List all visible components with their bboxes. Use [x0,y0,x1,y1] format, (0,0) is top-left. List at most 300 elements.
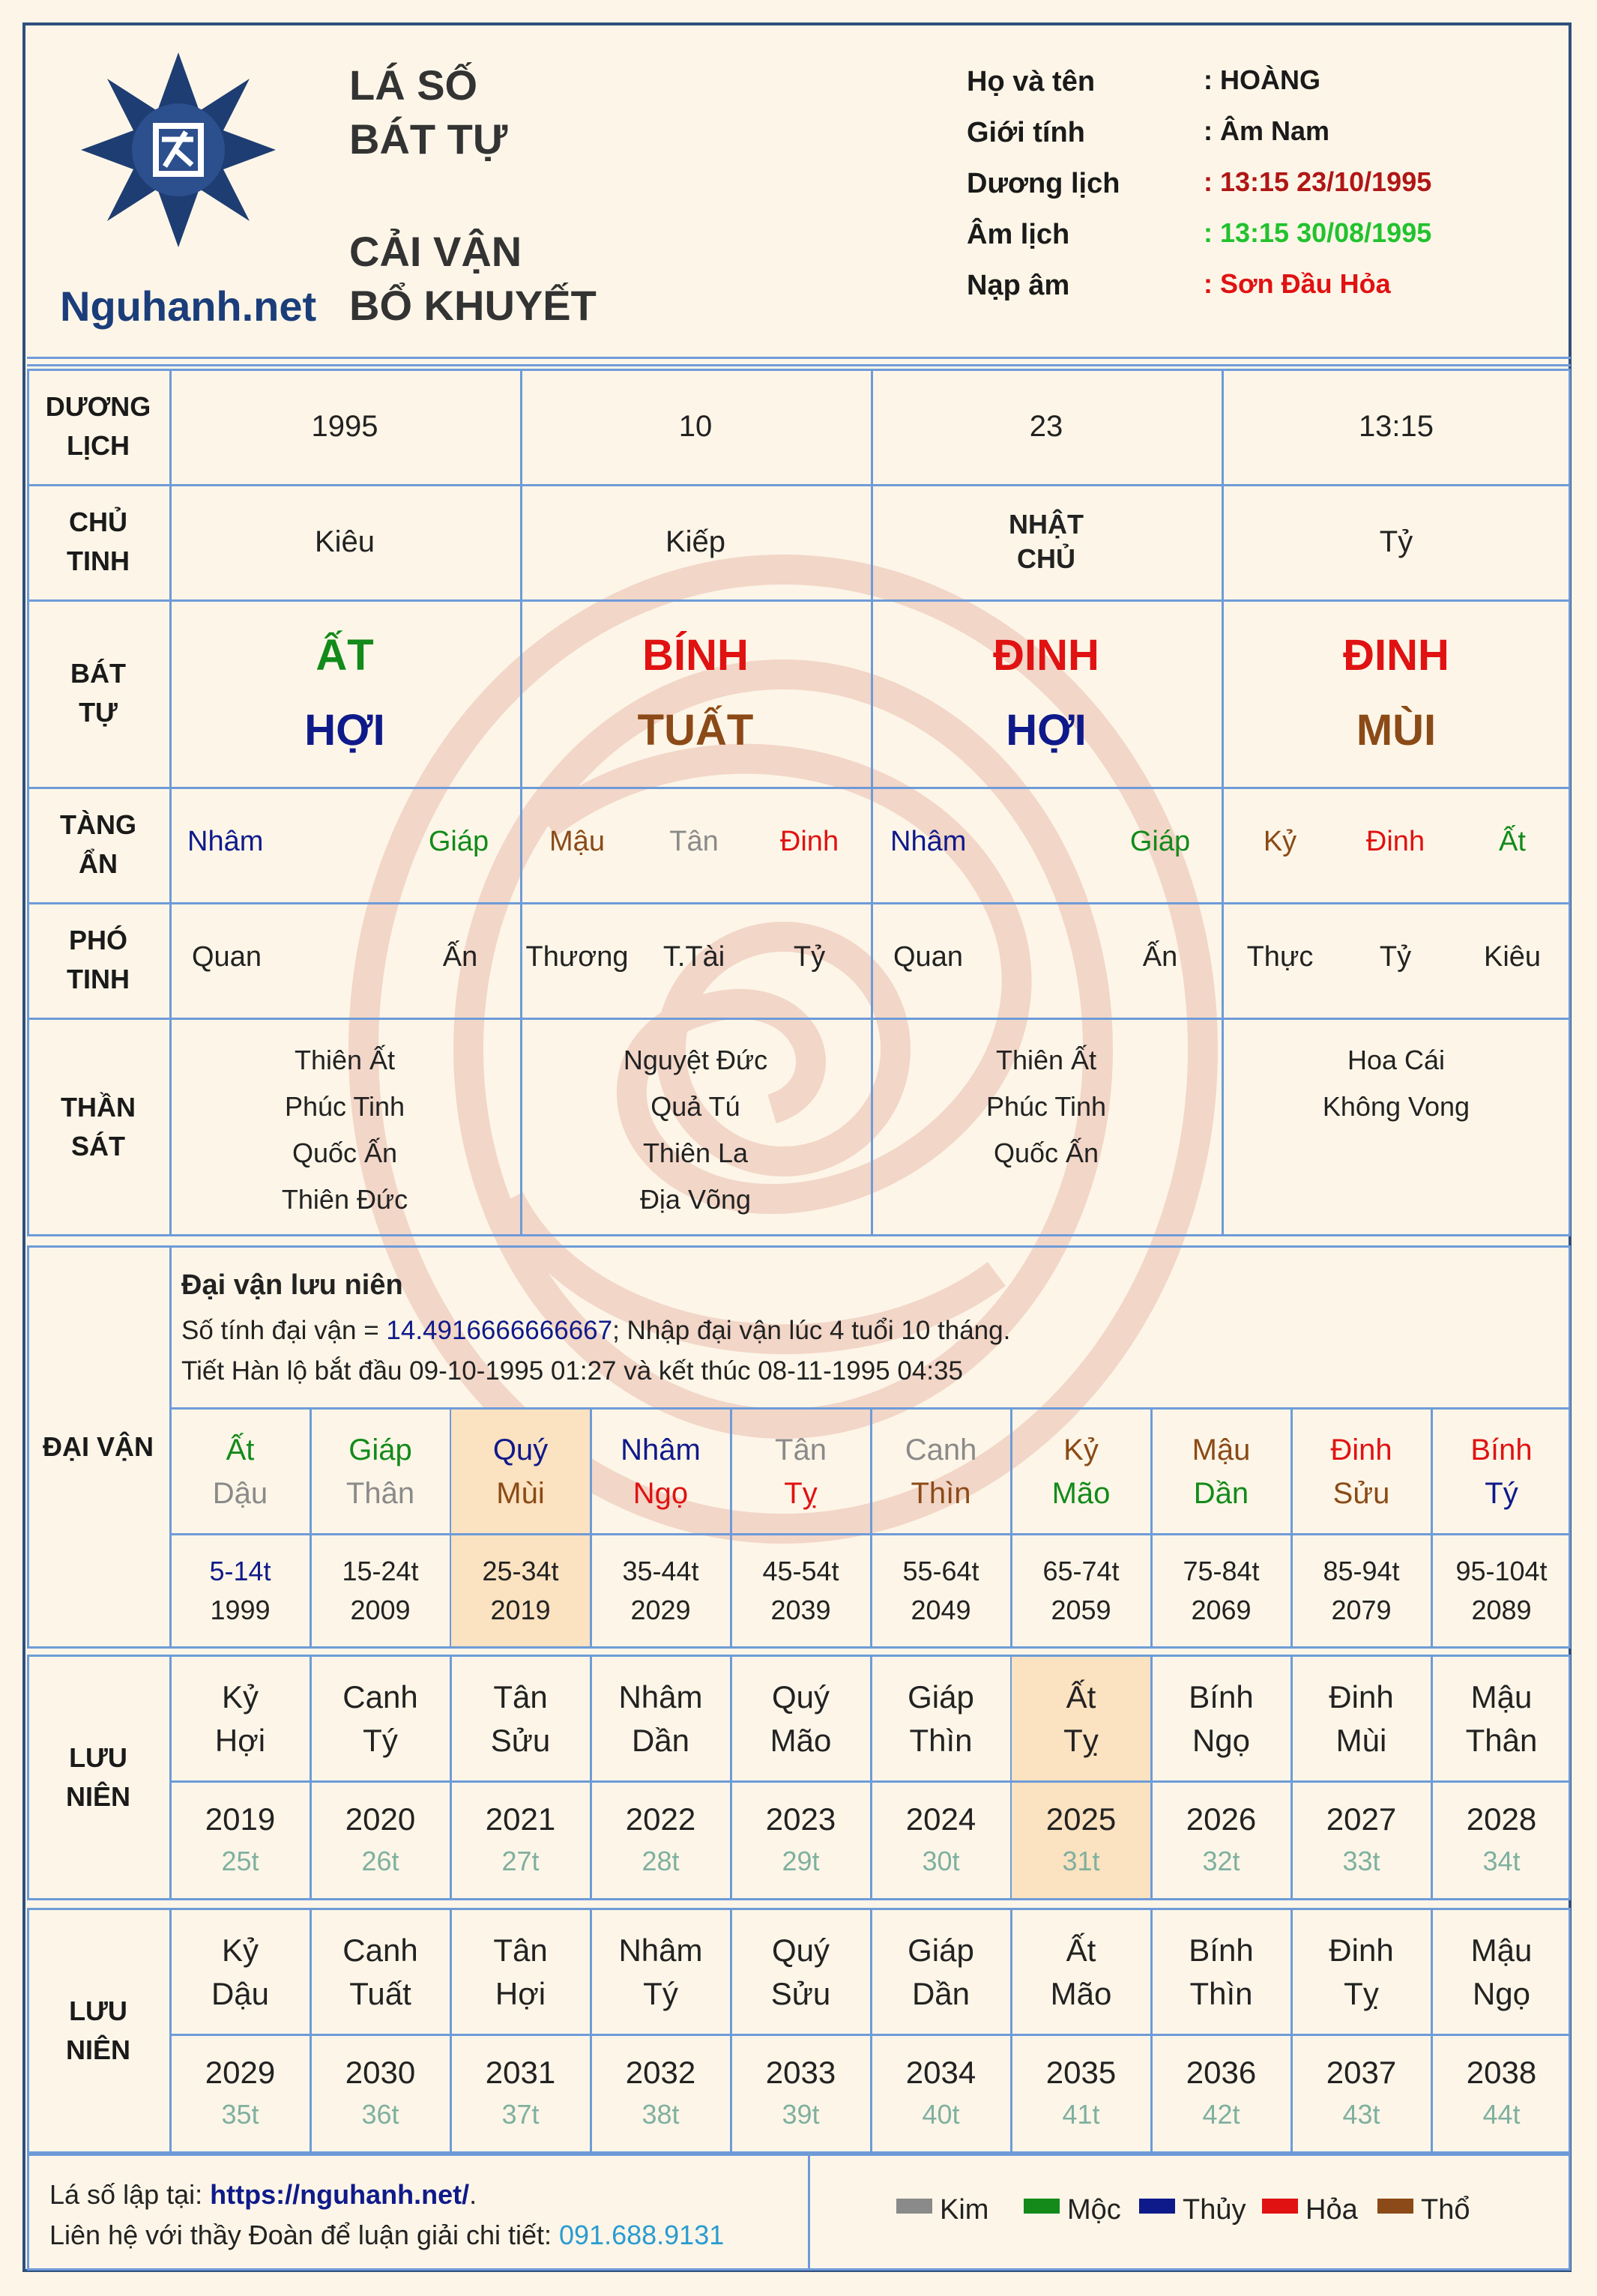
legend-swatch [1262,2199,1298,2214]
footer-text-end: . [469,2179,477,2210]
dai-van-branch: Mão [1051,1476,1111,1510]
year-cell [872,2036,1010,2151]
footer-divider [808,2154,810,2271]
spirit-star: Thiên Ất [995,1045,1097,1075]
info-label: Âm lịch [967,219,1070,250]
row-label [27,787,169,902]
year-pillar [311,1910,450,2034]
year-number: 2027 [1326,1801,1397,1837]
year-age: 32t [1202,1846,1240,1876]
year-stem: Đinh [1329,1679,1394,1715]
year-branch: Tý [643,1975,678,2011]
dai-van-pillar [171,1410,310,1533]
year-stem: Ất [1066,1679,1096,1715]
dai-van-stem: Tân [775,1433,827,1466]
dai-van-year: 2069 [1191,1595,1252,1625]
solar-value: 1995 [311,409,378,443]
year-branch: Mão [770,1722,832,1758]
legend-label: Kim [940,2194,989,2226]
year-stem: Mậu [1470,1932,1533,1968]
year-number: 2030 [345,2055,416,2090]
row-label-line: THẦN [61,1092,136,1123]
year-branch: Mão [1050,1975,1112,2011]
year-age: 42t [1202,2099,1240,2130]
year-branch: Ngọ [1192,1722,1251,1758]
year-age: 35t [221,2099,259,2130]
legend-label: Thổ [1421,2194,1470,2226]
dai-van-branch: Sửu [1332,1476,1390,1510]
year-cell [1432,1783,1571,1898]
year-branch: Thân [1465,1722,1538,1758]
year-age: 36t [361,2099,399,2130]
dai-van-age: 55-64t [902,1556,979,1586]
year-age: 26t [361,1846,399,1876]
spirit-star: Thiên Ất [294,1045,396,1075]
info-label: Nạp âm [967,270,1070,301]
year-stem: Giáp [908,1679,974,1715]
year-stem: Bính [1189,1932,1254,1968]
dai-van-branch: Ngọ [633,1476,689,1510]
year-cell [1292,2036,1431,2151]
dai-van-branch: Tý [1485,1476,1518,1510]
year-number: 2036 [1186,2055,1257,2090]
dai-van-branch: Mùi [496,1476,545,1510]
dai-van-period [1432,1535,1571,1646]
hidden-stem: Giáp [428,826,489,857]
dai-van-label: ĐẠI VẬN [42,1431,154,1462]
spirit-star: Quốc Ấn [292,1138,398,1168]
info-value: : Sơn Đầu Hỏa [1204,268,1391,299]
year-cell [591,1783,730,1898]
dai-van-pillar [731,1410,870,1533]
dai-van-year: 2029 [630,1595,691,1625]
year-age: 28t [641,1846,680,1876]
row-divider [27,1018,1571,1020]
year-branch: Tỵ [1344,1975,1379,2011]
year-cell [591,2036,730,2151]
year-branch: Dần [631,1722,690,1758]
year-stem: Đinh [1329,1932,1394,1968]
solar-value: 13:15 [1358,409,1434,443]
year-stem: Bính [1189,1679,1254,1715]
year-branch: Thìn [909,1722,973,1758]
year-number: 2033 [765,2055,836,2090]
title-line-4: BỔ KHUYẾT [349,282,597,329]
solar-value: 10 [678,409,713,443]
year-age: 43t [1342,2099,1380,2130]
year-branch: Tý [363,1722,398,1758]
year-number: 2034 [905,2055,976,2090]
dai-van-period [171,1535,310,1646]
hidden-stem: Ất [1499,826,1526,857]
header-divider-2 [27,364,1571,366]
year-pillar [731,1657,870,1780]
year-stem: Canh [342,1932,418,1968]
dai-van-stem: Nhâm [621,1433,701,1466]
year-number: 2019 [205,1801,276,1837]
year-stem: Ất [1066,1932,1096,1968]
heavenly-stem: ĐINH [993,631,1099,680]
sub-star: Kiêu [1483,941,1542,973]
footer-line-2 [49,2220,724,2251]
year-number: 2031 [485,2055,556,2090]
year-age: 44t [1482,2099,1521,2130]
luu-nien-label-line: NIÊN [65,1781,130,1812]
dai-van-pillar [1292,1410,1431,1533]
dai-van-period [731,1535,870,1646]
dai-van-number: 14.4916666666667 [386,1316,613,1345]
sub-star: Ấn [442,941,478,973]
dai-van-period [1012,1535,1150,1646]
year-cell [1012,1783,1150,1898]
legend-swatch [896,2199,932,2214]
year-pillar [1152,1910,1290,2034]
info-label: Dương lịch [967,168,1120,199]
footer-line-1 [49,2179,477,2211]
year-pillar [872,1910,1010,2034]
contact-text: Liên hệ với thầy Đoàn để luận giải chi tiết: [49,2220,560,2250]
year-branch: Hợi [495,1975,546,2011]
year-age: 41t [1062,2099,1100,2130]
year-pillar [591,1657,730,1780]
dai-van-age: 5-14t [209,1556,271,1586]
year-stem: Canh [342,1679,418,1715]
earthly-branch: HỢI [304,706,385,755]
header-divider [27,357,1571,359]
year-pillar [451,1910,590,2034]
sub-star: Tỷ [793,941,826,973]
spirit-star: Không Vong [1322,1091,1470,1122]
earthly-branch: MÙI [1356,706,1437,755]
year-branch: Mùi [1335,1722,1387,1758]
hidden-stem: Nhâm [187,826,264,857]
dai-van-year: 2049 [911,1595,971,1625]
pillar [871,599,1222,787]
year-number: 2022 [625,1801,696,1837]
year-cell [872,1783,1010,1898]
phone-link[interactable]: 091.688.9131 [559,2220,725,2250]
sub-star: Thực [1246,941,1314,973]
pillar [520,599,871,787]
year-cell [1152,2036,1290,2151]
dai-van-line-1 [181,1316,1010,1346]
nhat-chu-line: CHỦ [1017,543,1075,574]
dai-van-pillar [451,1410,590,1533]
nhat-chu-line: NHẬT [1009,509,1084,540]
heavenly-stem: ĐINH [1343,631,1449,680]
dai-van-branch: Thìn [911,1476,971,1510]
dai-van-age: 35-44t [622,1556,699,1586]
year-stem: Nhâm [618,1932,703,1968]
spirit-star: Phúc Tinh [284,1091,405,1122]
legend-label: Thủy [1183,2194,1246,2226]
year-age: 39t [782,2099,820,2130]
year-stem: Tân [493,1679,548,1715]
heavenly-stem: BÍNH [642,631,749,680]
sub-star: Thương [525,941,629,973]
earthly-branch: TUẤT [637,706,754,755]
sub-star: Quan [192,941,262,973]
year-pillar [591,1910,730,2034]
pillar [169,599,520,787]
dai-van-branch: Tỵ [784,1476,818,1510]
year-cell [731,2036,870,2151]
year-stem: Tân [493,1932,548,1968]
year-age: 27t [501,1846,540,1876]
info-value: : 13:15 23/10/1995 [1204,166,1432,197]
row-label-line: ẨN [79,848,118,879]
row-label-line: BÁT [70,658,126,689]
year-branch: Tuất [349,1975,411,2011]
dai-van-period [311,1535,450,1646]
year-age: 33t [1342,1846,1380,1876]
luu-nien-label [27,1655,169,1900]
dai-van-branch: Dần [1193,1476,1249,1510]
year-branch: Dần [911,1975,970,2011]
dai-van-age: 45-54t [762,1556,839,1586]
nhat-chu [871,484,1222,599]
year-cell [1012,2036,1150,2151]
legend-label: Mộc [1067,2194,1121,2226]
main-star: Tỷ [1379,525,1413,558]
dai-van-pillar [1012,1410,1150,1533]
info-value: : Âm Nam [1204,115,1330,146]
dai-van-stem: Bính [1470,1433,1533,1466]
dai-van-stem: Mậu [1192,1433,1251,1466]
year-pillar [1292,1657,1431,1780]
year-cell [451,2036,590,2151]
dai-van-age: 25-34t [482,1556,559,1586]
main-star: Kiếp [665,525,726,558]
sub-star: Quan [893,941,963,973]
dai-van-stem: Giáp [348,1433,412,1466]
year-stem: Giáp [908,1932,974,1968]
year-age: 30t [922,1846,960,1876]
hidden-stem: Nhâm [890,826,967,857]
pillar [1222,599,1571,787]
year-pillar [1292,1910,1431,2034]
title-line-1: LÁ SỐ [349,61,478,109]
year-stem: Mậu [1470,1679,1533,1715]
year-age: 25t [221,1846,259,1876]
year-age: 31t [1062,1846,1100,1876]
heavenly-stem: ẤT [316,631,374,680]
spirit-star: Quốc Ấn [993,1138,1099,1168]
dai-van-branch: Thân [345,1476,415,1510]
year-cell [311,2036,450,2151]
spirit-star: Nguyệt Đức [623,1045,768,1075]
year-number: 2032 [625,2055,696,2090]
row-label-line: TINH [67,964,130,994]
year-stem: Quý [771,1679,830,1715]
footer-text: Lá số lập tại: [49,2179,211,2210]
dai-van-age: 95-104t [1455,1556,1548,1586]
row-label [27,1018,169,1236]
year-age: 37t [501,2099,540,2130]
dai-van-pillar [591,1410,730,1533]
year-number: 2029 [205,2055,276,2090]
year-pillar [731,1910,870,2034]
dai-van-age: 75-84t [1183,1556,1260,1586]
luu-nien-label-line: LƯU [69,1996,127,2026]
dai-van-year: 1999 [210,1595,271,1625]
dai-van-heading: Đại vận lưu niên [181,1269,403,1301]
year-cell [1432,2036,1571,2151]
title-line-2: BÁT TỰ [349,115,508,163]
spirit-star: Địa Võng [639,1184,752,1215]
year-pillar [1152,1657,1290,1780]
row-divider [27,787,1571,789]
dai-van-line-2: Tiết Hàn lộ bắt đầu 09-10-1995 01:27 và kết thúc 08-11-1995 04:35 [181,1356,963,1386]
year-branch: Thìn [1189,1975,1253,2011]
legend-label: Hỏa [1305,2194,1358,2226]
info-label: Giới tính [967,117,1085,148]
year-number: 2025 [1045,1801,1117,1837]
dai-van-age: 85-94t [1323,1556,1400,1586]
year-branch: Tỵ [1063,1722,1099,1758]
hidden-stem: Kỷ [1263,826,1297,857]
dai-van-stem: Ất [226,1433,255,1466]
site-name: Nguhanh.net [60,283,317,330]
year-pillar [171,1910,310,2034]
year-pillar [171,1657,310,1780]
year-cell [1152,1783,1290,1898]
dai-van-period [872,1535,1010,1646]
solar-value: 23 [1029,409,1063,443]
row-label-line: PHÓ [68,925,127,955]
year-pillar [1432,1910,1571,2034]
row-label [27,369,169,484]
dai-van-year: 2019 [490,1595,551,1625]
dai-van-period [451,1535,590,1646]
year-pillar [311,1657,450,1780]
logo-star-icon [81,52,276,247]
sub-star: T.Tài [662,941,725,973]
dai-van-stem: Kỷ [1063,1433,1099,1466]
info-value: : HOÀNG [1204,64,1320,95]
year-number: 2020 [345,1801,416,1837]
dai-van-pillar [1432,1410,1571,1533]
luu-nien-label-line: NIÊN [65,2034,130,2065]
main-star: Kiêu [314,525,375,558]
year-age: 34t [1482,1846,1521,1876]
year-number: 2028 [1466,1801,1537,1837]
year-age: 29t [782,1846,820,1876]
hidden-stem: Đinh [779,826,839,857]
row-label-line: DƯƠNG [45,391,151,422]
info-label: Họ và tên [967,66,1096,97]
earthly-branch: HỢI [1006,706,1087,755]
row-label [27,484,169,599]
year-cell [451,1783,590,1898]
dai-van-year: 2059 [1051,1595,1111,1625]
legend-swatch [1024,2199,1060,2214]
dai-van-age: 15-24t [342,1556,419,1586]
year-stem: Nhâm [618,1679,703,1715]
spirit-star: Thiên La [642,1138,749,1168]
row-label-line: CHỦ [69,507,127,537]
year-cell [311,1783,450,1898]
row-label-line: TÀNG [60,809,136,840]
year-age: 38t [641,2099,680,2130]
spirit-star: Thiên Đức [281,1184,408,1215]
row-label-line: TINH [67,546,130,576]
row-label-line: SÁT [71,1131,125,1161]
legend-swatch [1139,2199,1175,2214]
dai-van-period [1292,1535,1431,1646]
year-number: 2037 [1326,2055,1397,2090]
dai-van-text: Số tính đại vận = [181,1316,387,1345]
dai-van-period [1152,1535,1290,1646]
year-number: 2021 [485,1801,556,1837]
year-cell [171,2036,310,2151]
hidden-stem: Tân [669,826,719,857]
dai-van-stem: Quý [492,1433,549,1466]
luu-nien-label [27,1908,169,2154]
dai-van-pillar [872,1410,1010,1533]
row-label [27,902,169,1018]
year-number: 2035 [1045,2055,1117,2090]
year-stem: Kỷ [221,1679,259,1715]
dai-van-year: 2009 [350,1595,411,1625]
site-link[interactable]: https://nguhanh.net/ [210,2179,470,2210]
year-branch: Dậu [211,1975,270,2011]
year-age: 40t [922,2099,960,2130]
year-pillar [1432,1657,1571,1780]
year-branch: Ngọ [1472,1975,1531,2011]
year-pillar [451,1657,590,1780]
info-value: : 13:15 30/08/1995 [1204,217,1432,248]
year-cell [1292,1783,1431,1898]
sub-star: Ấn [1142,941,1178,973]
year-number: 2038 [1466,2055,1537,2090]
dai-van-year: 2089 [1471,1595,1532,1625]
dai-van-year: 2039 [770,1595,831,1625]
hidden-stem: Giáp [1129,826,1191,857]
year-cell [171,1783,310,1898]
spirit-star: Phúc Tinh [985,1091,1107,1122]
year-branch: Hợi [214,1722,266,1758]
dai-van-period [591,1535,730,1646]
year-branch: Sửu [490,1722,551,1758]
row-label [27,599,169,787]
spirit-star: Hoa Cái [1347,1045,1446,1075]
legend-swatch [1377,2199,1413,2214]
title-line-3: CẢI VẬN [349,228,522,275]
dai-van-branch: Dậu [212,1476,268,1510]
year-cell [731,1783,870,1898]
dai-van-pillar [311,1410,450,1533]
hidden-stem: Đinh [1365,826,1425,857]
sub-star: Tỷ [1379,941,1412,973]
row-label-line: TỰ [79,697,118,728]
dai-van-stem: Đinh [1330,1433,1392,1466]
year-number: 2026 [1186,1801,1257,1837]
dai-van-year: 2079 [1331,1595,1392,1625]
dai-van-pillar [1152,1410,1290,1533]
hidden-stem: Mậu [549,826,605,857]
dai-van-age: 65-74t [1042,1556,1120,1586]
dai-van-stem: Canh [905,1433,977,1466]
year-stem: Kỷ [221,1932,259,1968]
year-number: 2023 [765,1801,836,1837]
luu-nien-label-line: LƯU [69,1742,127,1773]
year-stem: Quý [771,1932,830,1968]
spirit-star: Quả Tú [650,1091,740,1122]
year-pillar [872,1657,1010,1780]
dai-van-text: ; Nhập đại vận lúc 4 tuổi 10 tháng. [612,1316,1011,1345]
year-number: 2024 [905,1801,976,1837]
